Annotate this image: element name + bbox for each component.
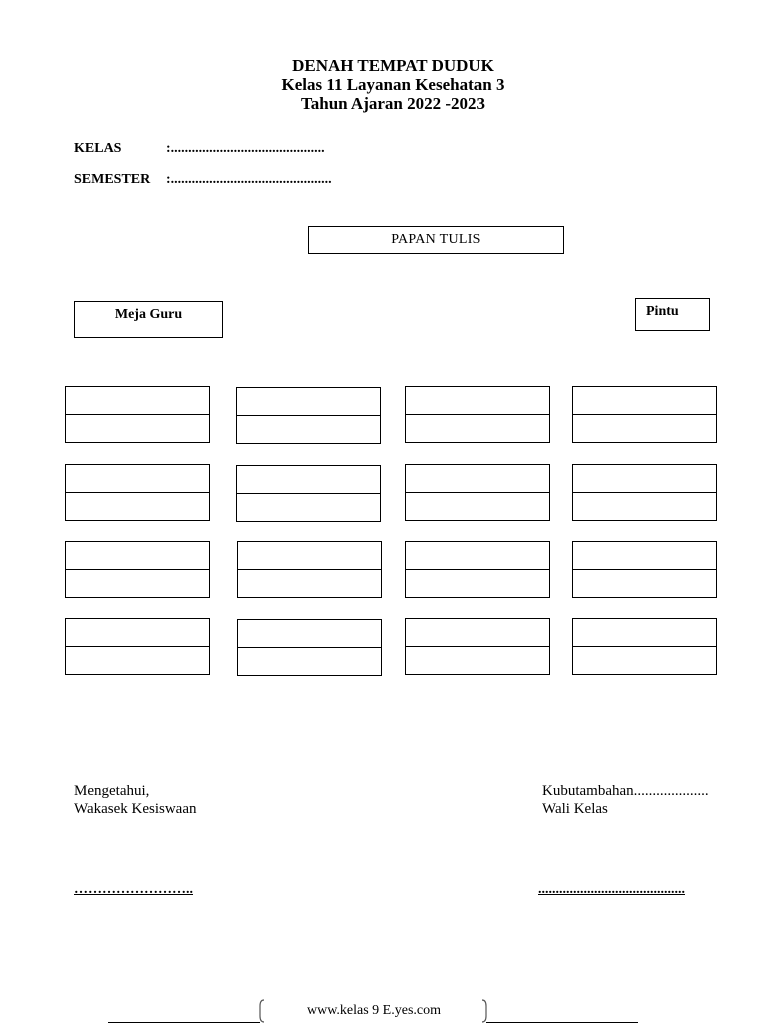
seat-divider	[238, 569, 381, 570]
semester-label: SEMESTER	[74, 172, 151, 187]
kelas-value: :............................................	[166, 141, 325, 156]
footer-website: www.kelas 9 E.yes.com	[306, 1003, 441, 1018]
seat-divider	[66, 492, 209, 493]
student-desk-r2-c3	[405, 464, 550, 521]
seat-divider	[406, 569, 549, 570]
seat-divider	[66, 646, 209, 647]
student-desk-r3-c4	[572, 541, 717, 598]
student-desk-r3-c2	[237, 541, 382, 598]
seat-divider	[406, 646, 549, 647]
door-label: Pintu	[646, 304, 679, 319]
seat-divider	[573, 569, 716, 570]
student-desk-r1-c4	[572, 386, 717, 443]
homeroom-teacher-signature-line: ..........................................	[538, 882, 685, 897]
place-date-label: Kubutambahan....................	[542, 783, 709, 799]
document-subtitle: Kelas 11 Layanan Kesehatan 3	[281, 75, 505, 94]
seat-divider	[406, 492, 549, 493]
student-desk-r3-c1	[65, 541, 210, 598]
student-desk-r4-c4	[572, 618, 717, 675]
student-desk-r1-c2	[236, 387, 381, 444]
door-box	[635, 298, 710, 331]
document-title: DENAH TEMPAT DUDUK	[292, 56, 494, 75]
seat-divider	[573, 646, 716, 647]
student-desk-r1-c1	[65, 386, 210, 443]
student-desk-r2-c2	[236, 465, 381, 522]
vice-principal-title: Wakasek Kesiswaan	[74, 801, 197, 817]
student-desk-r4-c3	[405, 618, 550, 675]
whiteboard-box	[308, 226, 564, 254]
seat-divider	[66, 414, 209, 415]
teacher-desk-label: Meja Guru	[114, 307, 183, 322]
seat-divider	[66, 569, 209, 570]
footer-rule-left	[108, 1022, 260, 1023]
seat-divider	[237, 493, 380, 494]
student-desk-r2-c1	[65, 464, 210, 521]
seat-divider	[406, 414, 549, 415]
footer-rule-right	[486, 1022, 638, 1023]
seat-divider	[573, 414, 716, 415]
vice-principal-signature-line: ……………………..	[74, 882, 193, 897]
seat-divider	[573, 492, 716, 493]
acknowledged-label: Mengetahui,	[74, 783, 150, 799]
student-desk-r4-c2	[237, 619, 382, 676]
academic-year: Tahun Ajaran 2022 -2023	[300, 94, 486, 113]
kelas-label: KELAS	[74, 141, 122, 156]
semester-value: :..............................................	[166, 172, 332, 187]
seat-divider	[237, 415, 380, 416]
teacher-desk	[74, 301, 223, 338]
whiteboard-label: PAPAN TULIS	[391, 232, 481, 247]
student-desk-r1-c3	[405, 386, 550, 443]
student-desk-r3-c3	[405, 541, 550, 598]
student-desk-r2-c4	[572, 464, 717, 521]
homeroom-teacher-title: Wali Kelas	[542, 801, 608, 817]
seat-divider	[238, 647, 381, 648]
student-desk-r4-c1	[65, 618, 210, 675]
